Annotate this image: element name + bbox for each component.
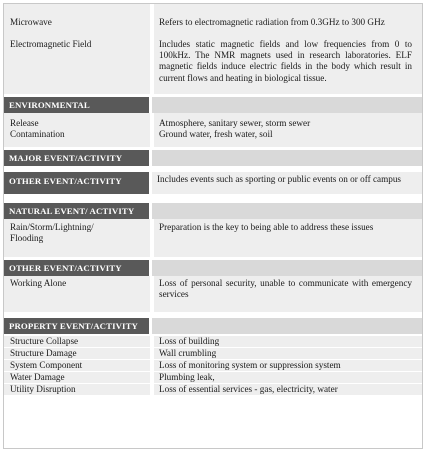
section-header-environmental	[4, 97, 422, 113]
section-title-environmental: ENVIRONMENTAL	[4, 97, 149, 113]
row-value-other-event: Includes events such as sporting or public events on or off campus	[152, 172, 422, 194]
row-value-rain-storm: Preparation is the key to being able to address these issues	[152, 219, 422, 257]
section-title-other-event: OTHER EVENT/ACTIVITY	[4, 172, 149, 194]
hazard-table	[4, 4, 422, 395]
section-bar-fill	[152, 260, 422, 276]
section-header-property-event	[4, 318, 422, 334]
row-label-release: Release	[10, 118, 39, 128]
section-header-other-event	[4, 172, 422, 194]
hazard-table-page	[3, 3, 423, 449]
row-label-release-contamination	[4, 113, 152, 147]
row-value-system-component: Loss of monitoring system or suppression system	[152, 360, 422, 372]
table-row	[4, 372, 422, 384]
section-bar-fill	[152, 203, 422, 219]
row-value-utility-disruption: Loss of essential services - gas, electricity, water	[152, 384, 422, 396]
row-value-electromagnetic-field: Includes static magnetic fields and low frequencies from 0 to 100kHz. The NMR magnets used in research laboratories. ELF magnetic fields induce electric fields in the body which result in current flows and heating in biological tissue.	[152, 38, 422, 94]
row-label-structure-damage: Structure Damage	[4, 348, 152, 360]
row-label-microwave: Microwave	[4, 4, 152, 38]
row-label-working-alone: Working Alone	[4, 276, 152, 312]
row-label-utility-disruption: Utility Disruption	[4, 384, 152, 396]
table-row	[4, 4, 422, 38]
section-title-major-event: MAJOR EVENT/ACTIVITY	[4, 150, 149, 166]
table-row	[4, 113, 422, 147]
section-bar-fill	[152, 318, 422, 334]
row-label-structure-collapse: Structure Collapse	[4, 336, 152, 348]
row-value-working-alone: Loss of personal security, unable to communicate with emergency services	[152, 276, 422, 312]
row-value-release-contamination	[152, 113, 422, 147]
row-label-water-damage: Water Damage	[4, 372, 152, 384]
row-value-structure-damage: Wall crumbling	[152, 348, 422, 360]
table-row	[4, 38, 422, 94]
table-row	[4, 384, 422, 396]
row-value-release: Atmosphere, sanitary sewer, storm sewer	[159, 118, 311, 128]
row-label-system-component: System Component	[4, 360, 152, 372]
section-bar-fill	[152, 150, 422, 166]
row-label-contamination: Contamination	[10, 129, 65, 140]
section-header-major-event	[4, 150, 422, 166]
section-title-natural-event: NATURAL EVENT/ ACTIVITY	[4, 203, 149, 219]
table-row	[4, 348, 422, 360]
row-label-rain-storm: Rain/Storm/Lightning/ Flooding	[4, 219, 152, 257]
section-title-other-event-2: OTHER EVENT/ACTIVITY	[4, 260, 149, 276]
table-row	[4, 219, 422, 257]
row-value-structure-collapse: Loss of building	[152, 336, 422, 348]
row-value-microwave: Refers to electromagnetic radiation from 0.3GHz to 300 GHz	[152, 4, 422, 38]
row-label-electromagnetic-field: Electromagnetic Field	[4, 38, 152, 94]
section-header-natural-event	[4, 203, 422, 219]
section-title-property-event: PROPERTY EVENT/ACTIVITY	[4, 318, 149, 334]
table-row	[4, 336, 422, 348]
table-row	[4, 276, 422, 312]
section-bar-fill	[152, 97, 422, 113]
row-value-water-damage: Plumbing leak,	[152, 372, 422, 384]
row-value-contamination: Ground water, fresh water, soil	[159, 129, 273, 140]
table-row	[4, 360, 422, 372]
section-header-other-event-2	[4, 260, 422, 276]
